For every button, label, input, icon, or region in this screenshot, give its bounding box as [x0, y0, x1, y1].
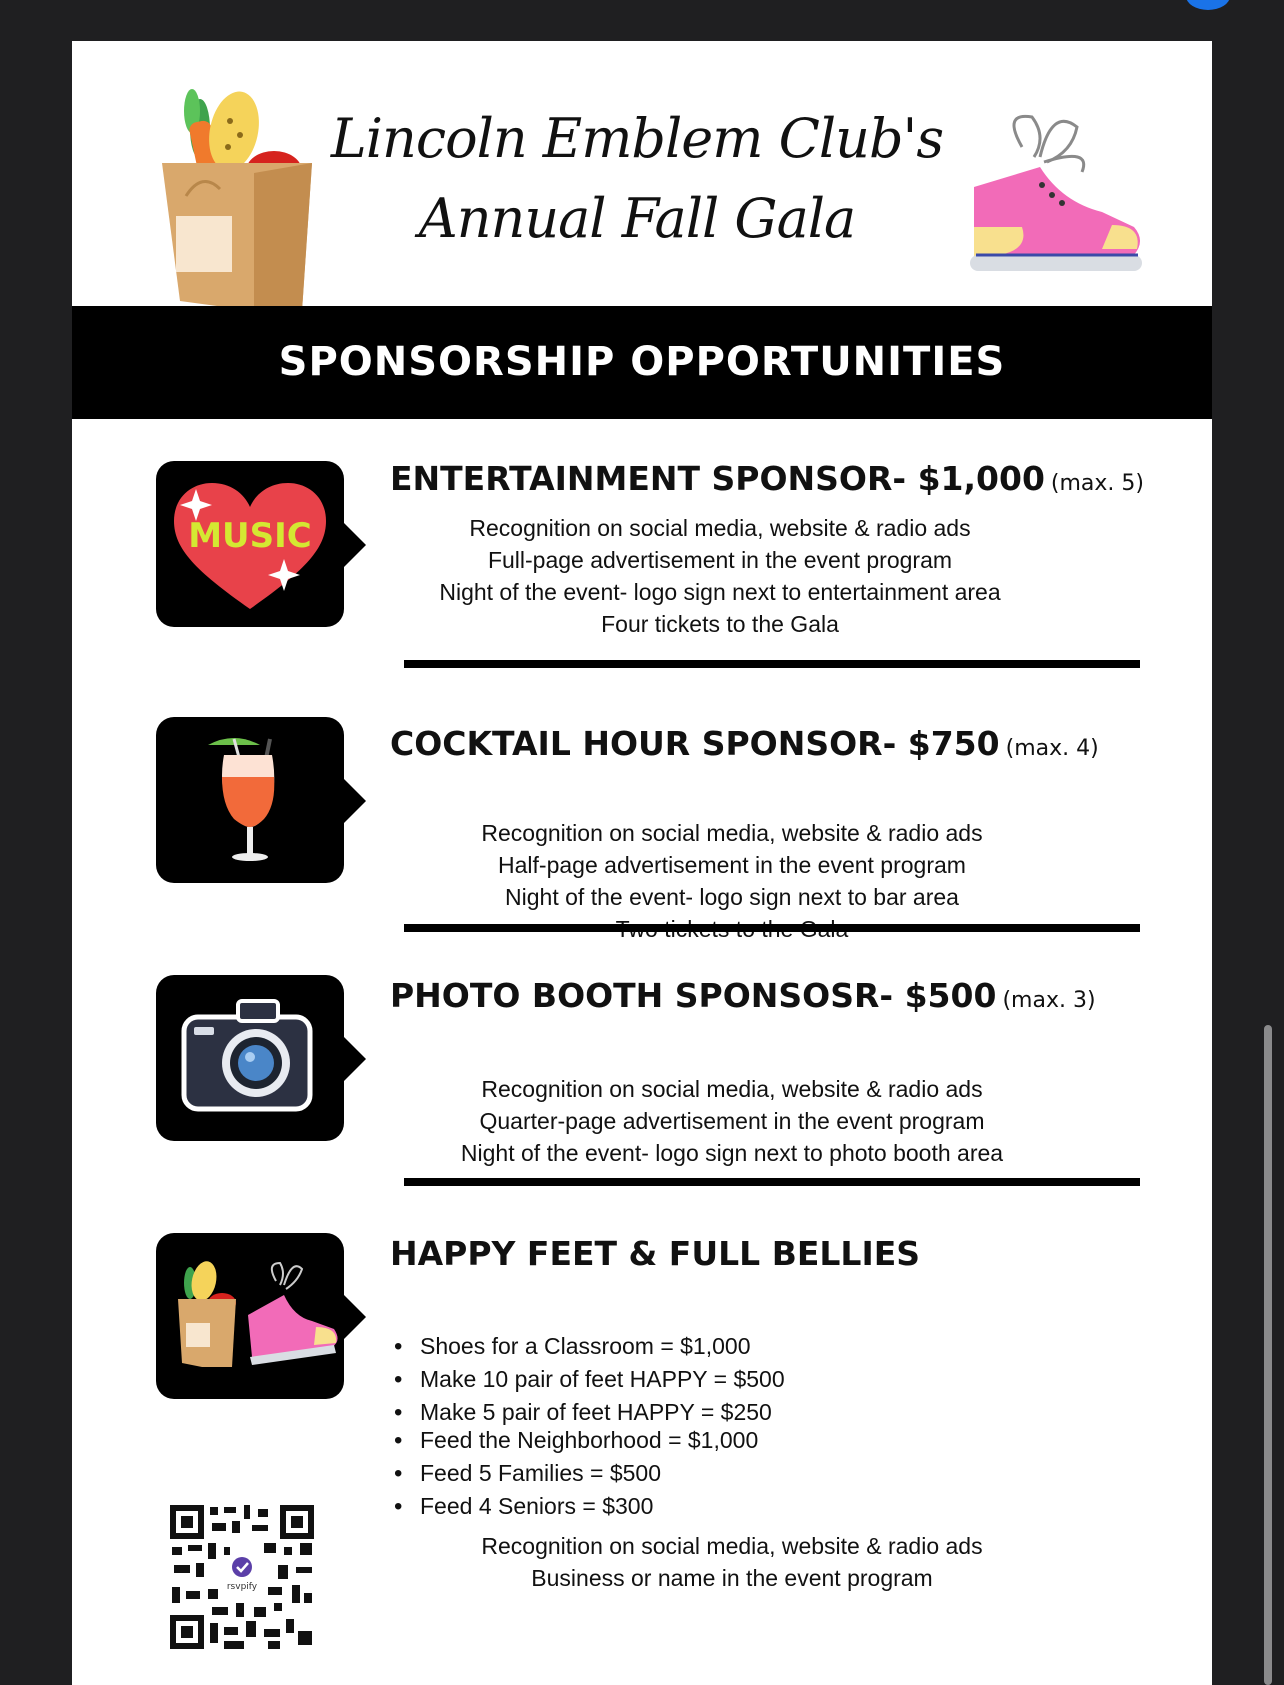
section-max: (max. 3) [1002, 988, 1096, 1013]
benefit-line: Business or name in the event program [531, 1565, 933, 1591]
sneaker-icon [962, 107, 1152, 307]
list-item: • Shoes for a Classroom = $1,000 [394, 1330, 785, 1363]
benefit-line: Full-page advertisement in the event program [487, 547, 953, 573]
section-title-text: COCKTAIL HOUR SPONSOR- $750 [390, 724, 1000, 763]
grocery-bag-icon [162, 61, 312, 311]
music-icon-text: MUSIC [188, 516, 312, 556]
entertainment-benefits [390, 512, 1050, 640]
benefit-line: Recognition on social media, website & radio ads [469, 515, 971, 541]
scrollbar[interactable] [1264, 1025, 1272, 1685]
photo-booth-sponsor-title [390, 976, 1096, 1015]
benefit-line: Night of the event- logo sign next to photo booth area [460, 1140, 1004, 1166]
cocktail-hour-sponsor-title [390, 724, 1099, 763]
happy-feet-title [390, 1234, 920, 1273]
section-divider [404, 660, 1140, 668]
entertainment-sponsor-title [390, 459, 1144, 498]
benefit-line: Recognition on social media, website & radio ads [481, 1533, 983, 1559]
bag-and-shoe-icon [156, 1233, 344, 1399]
list-item: • Feed 4 Seniors = $300 [394, 1490, 758, 1523]
section-max: (max. 5) [1050, 471, 1145, 496]
section-title-text: HAPPY FEET & FULL BELLIES [390, 1234, 921, 1273]
list-item: • Make 10 pair of feet HAPPY = $500 [394, 1363, 785, 1396]
benefit-line: Half-page advertisement in the event program [498, 852, 966, 878]
list-item: • Make 5 pair of feet HAPPY = $250 [394, 1396, 785, 1429]
title-line-2: Annual Fall Gala [418, 187, 856, 250]
benefit-line: Four tickets to the Gala [601, 611, 839, 637]
notification-dot [1186, 0, 1230, 10]
shoe-sponsorship-list [394, 1330, 785, 1429]
section-divider [404, 1178, 1140, 1186]
section-title-text: ENTERTAINMENT SPONSOR- $1,000 [390, 459, 1045, 498]
page-title [322, 99, 952, 259]
benefit-line: Quarter-page advertisement in the event program [479, 1108, 985, 1134]
section-title-text: PHOTO BOOTH SPONSOSR- $500 [390, 976, 997, 1015]
sponsorship-banner: SPONSORSHIP OPPORTUNITIES [72, 306, 1212, 419]
photo-booth-benefits [432, 1073, 1032, 1169]
list-item: • Feed the Neighborhood = $1,000 [394, 1424, 758, 1457]
camera-icon [156, 975, 344, 1141]
food-sponsorship-list [394, 1424, 758, 1523]
title-line-1: Lincoln Emblem Club's [330, 107, 944, 170]
benefit-line: Night of the event- logo sign next to entertainment area [439, 579, 1001, 605]
happy-feet-benefits [452, 1530, 1012, 1594]
section-max: (max. 4) [1005, 736, 1099, 761]
section-divider [404, 924, 1140, 932]
qr-code-icon[interactable] [168, 1503, 316, 1651]
benefit-line: Recognition on social media, website & radio ads [481, 1076, 983, 1102]
benefit-line: Recognition on social media, website & radio ads [481, 820, 983, 846]
list-item: • Feed 5 Families = $500 [394, 1457, 758, 1490]
music-heart-icon [156, 461, 344, 627]
qr-label: rsvpify [226, 1582, 258, 1592]
benefit-line: Night of the event- logo sign next to bar area [505, 884, 959, 910]
flyer-page [72, 41, 1212, 1685]
cocktail-icon [156, 717, 344, 883]
